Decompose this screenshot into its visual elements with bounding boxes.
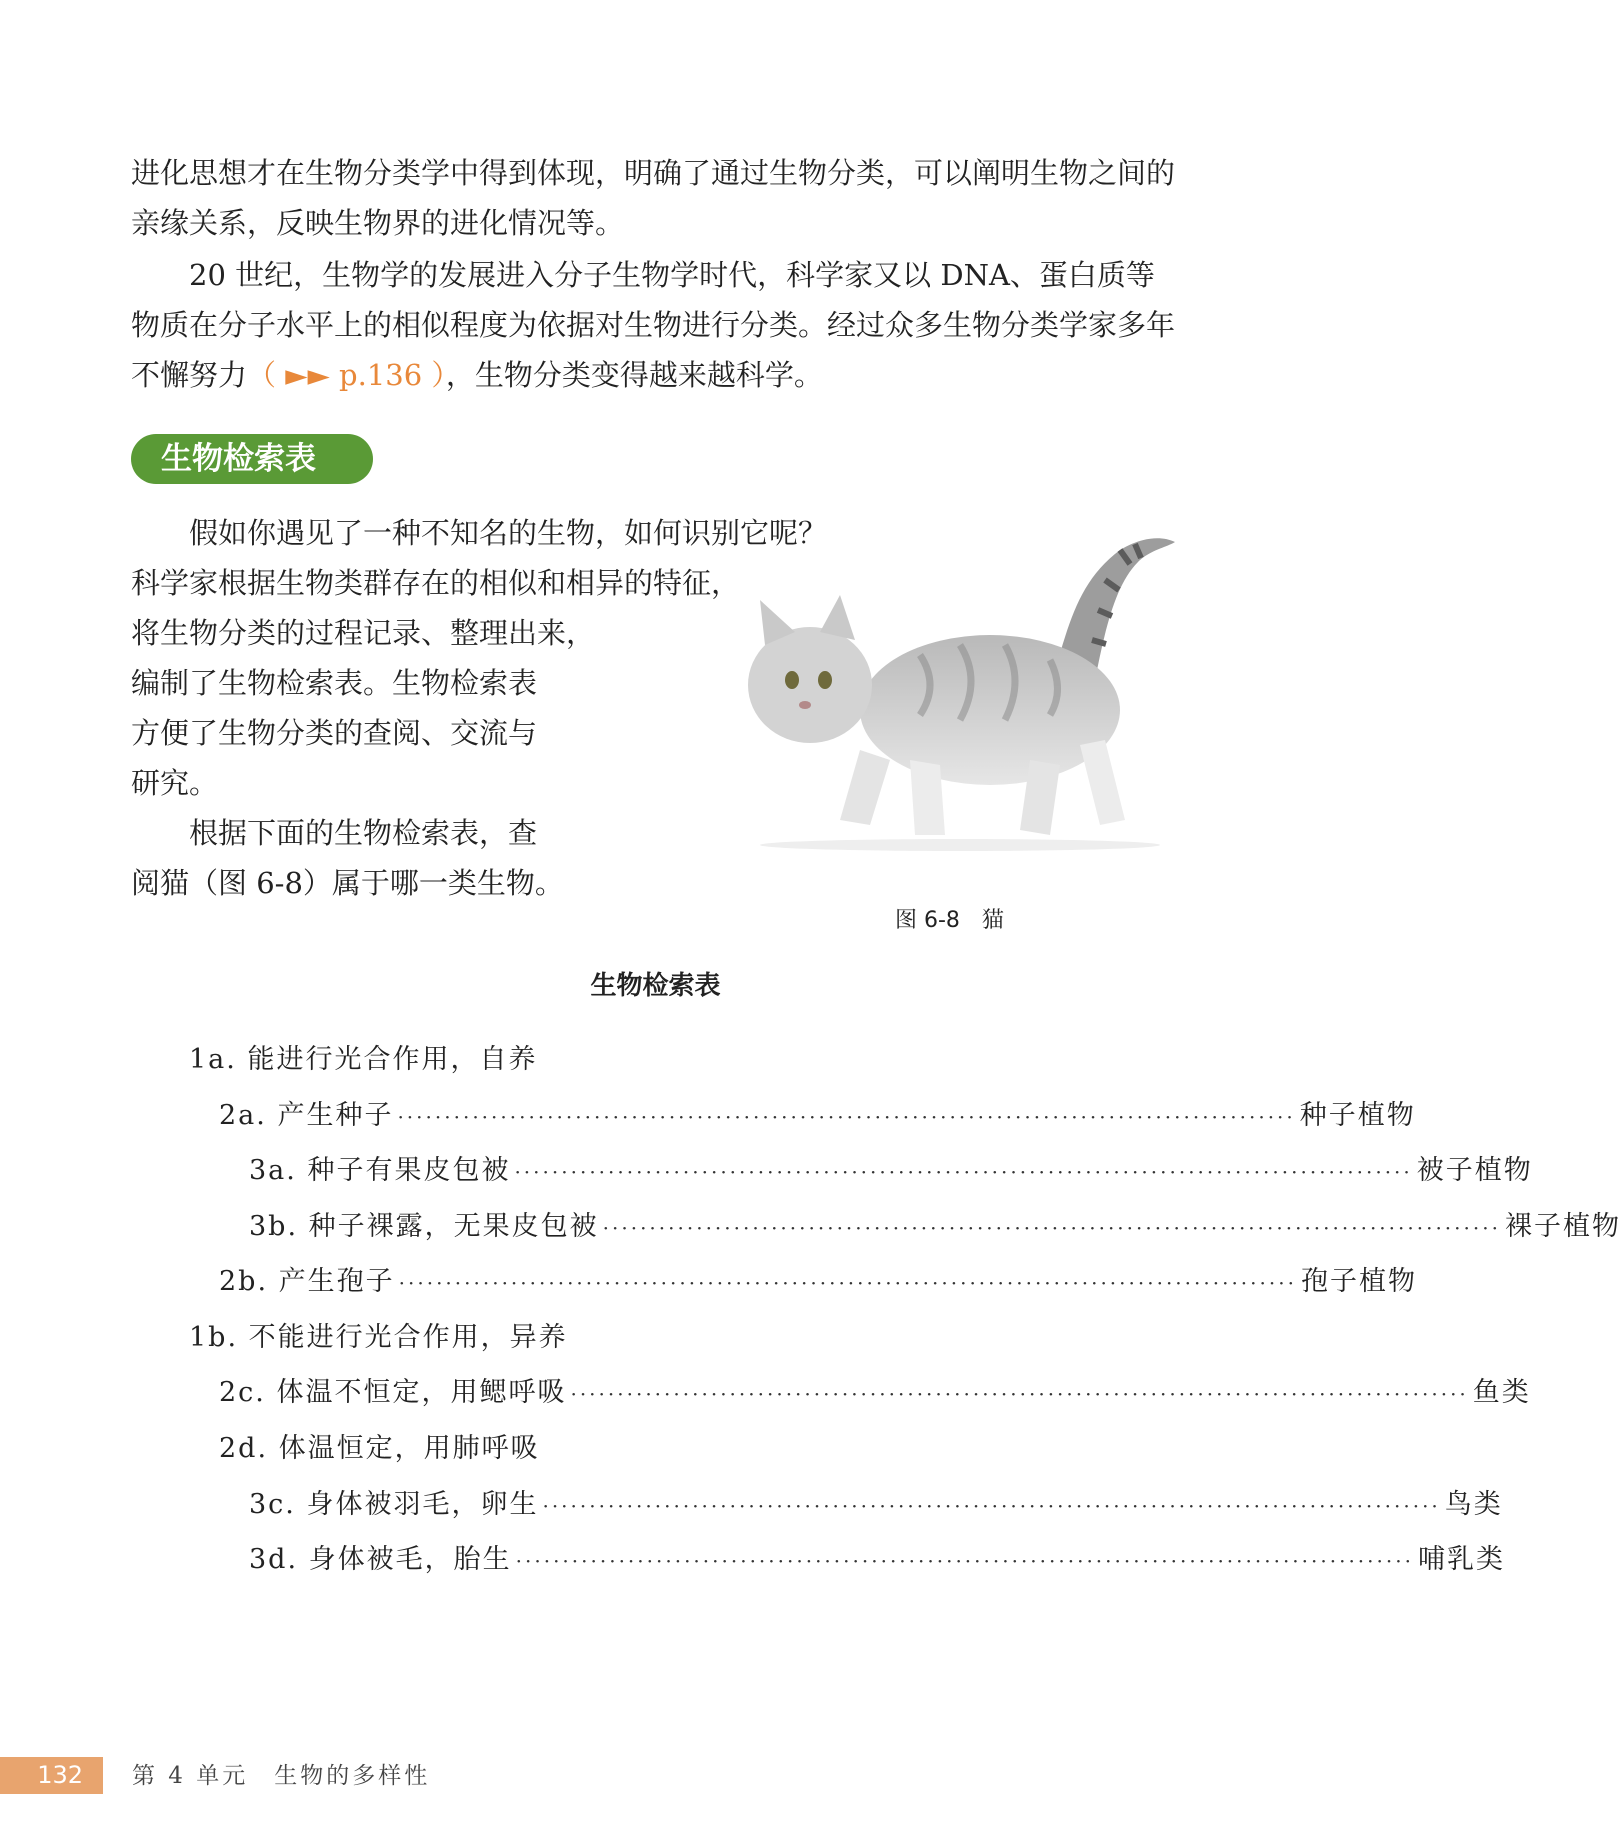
key-row-text: 3b. 种子裸露，无果皮包被: [249, 1211, 599, 1242]
key-row: [249, 1207, 1621, 1248]
leader-dots: ································································································: [514, 1160, 1413, 1184]
key-row-text: 3c. 身体被羽毛，卵生: [249, 1489, 539, 1520]
key-row: [189, 1318, 1069, 1358]
key-row: [249, 1540, 1505, 1581]
paragraph-2-text-end: ，生物分类变得越来越科学。: [445, 358, 823, 392]
leader-dots: ································································································: [515, 1549, 1414, 1573]
figure-caption: 图 6-8 猫: [895, 908, 1004, 933]
page-number: 132: [0, 1757, 103, 1794]
key-row: [249, 1151, 1533, 1192]
key-row: [219, 1429, 1069, 1469]
key-row-text: 1a. 能进行光合作用，自养: [189, 1044, 538, 1075]
key-row-text: 3a. 种子有果皮包被: [249, 1155, 511, 1186]
key-row: [189, 1040, 1069, 1080]
intro-line: 根据下面的生物检索表，查: [189, 816, 538, 850]
intro-line: 研究。: [131, 766, 219, 800]
leader-dots: ································································································: [570, 1382, 1469, 1406]
leader-dots: ································································································: [397, 1105, 1296, 1129]
paragraph-1: [131, 148, 1181, 248]
intro-line: 编制了生物检索表。生物检索表: [131, 666, 538, 700]
key-row-text: 2c. 体温不恒定，用鳃呼吸: [219, 1377, 567, 1408]
key-row-result: 孢子植物: [1300, 1266, 1417, 1297]
key-row-result: 裸子植物: [1504, 1211, 1621, 1242]
key-row: [219, 1096, 1416, 1137]
paragraph-2: [131, 250, 1181, 400]
leader-dots: ································································································: [398, 1271, 1297, 1295]
intro-line: 将生物分类的过程记录、整理出来，: [131, 616, 596, 650]
unit-title: 第 4 单元 生物的多样性: [132, 1763, 431, 1789]
key-row-text: 2a. 产生种子: [219, 1100, 394, 1131]
key-row: [219, 1373, 1531, 1414]
key-row-text: 2d. 体温恒定，用肺呼吸: [219, 1433, 540, 1464]
section-heading: 生物检索表: [131, 434, 373, 484]
leader-dots: ································································································: [602, 1216, 1501, 1240]
key-row-result: 种子植物: [1299, 1100, 1416, 1131]
intro-line: 科学家根据生物类群存在的相似和相异的特征，: [131, 566, 741, 600]
key-title: 生物检索表: [590, 971, 721, 1001]
key-row-result: 鱼类: [1472, 1377, 1531, 1408]
cat-photo: [720, 520, 1200, 860]
page-cross-reference[interactable]: （ ►► p.136 ）: [247, 358, 446, 392]
intro-line: 假如你遇见了一种不知名的生物，如何识别它呢？: [189, 516, 828, 550]
key-row-text: 1b. 不能进行光合作用，异养: [189, 1322, 568, 1353]
key-row-result: 鸟类: [1444, 1489, 1503, 1520]
key-row-result: 哺乳类: [1417, 1544, 1505, 1575]
intro-line: 方便了生物分类的查阅、交流与: [131, 716, 538, 750]
paragraph-1-text: 进化思想才在生物分类学中得到体现，明确了通过生物分类，可以阐明生物之间的亲缘关系，反映生物界的进化情况等。: [131, 156, 1176, 240]
key-row: [219, 1262, 1417, 1303]
key-row-text: 2b. 产生孢子: [219, 1266, 395, 1297]
leader-dots: ································································································: [542, 1494, 1441, 1518]
key-row-result: 被子植物: [1416, 1155, 1533, 1186]
key-row: [249, 1485, 1503, 1526]
key-row-text: 3d. 身体被毛，胎生: [249, 1544, 512, 1575]
intro-line: 阅猫（图 6-8）属于哪一类生物。: [131, 866, 564, 900]
paragraph-2-text: 20 世纪，生物学的发展进入分子生物学时代，科学家又以 DNA、蛋白质等物质在分子水平上的相似程度为依据对生物进行分类。经过众多生物分类学家多年不懈努力: [131, 258, 1176, 392]
